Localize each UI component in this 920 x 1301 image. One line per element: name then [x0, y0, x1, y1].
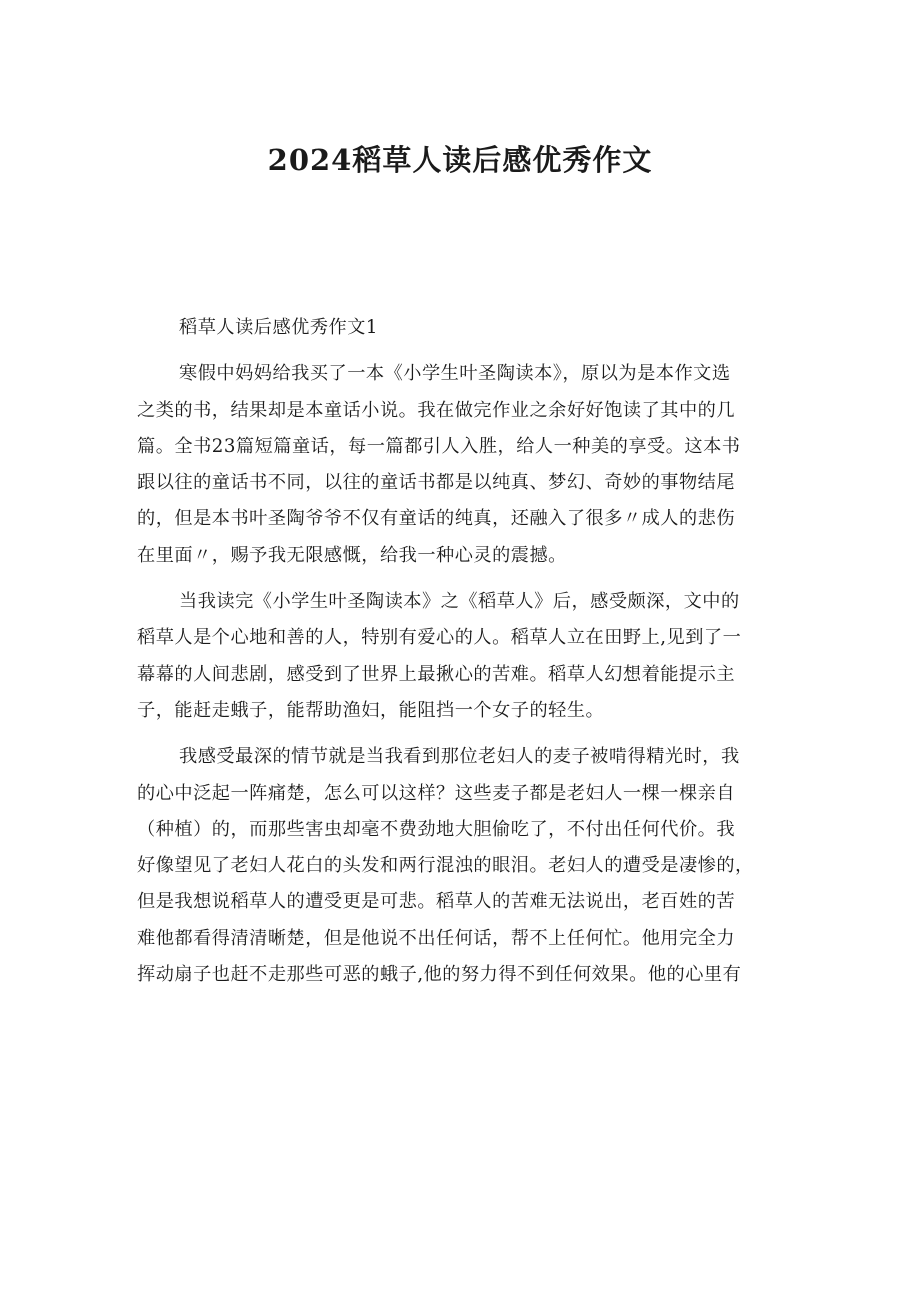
- paragraph-line: 在里面〃，赐予我无限感慨，给我一种心灵的震撼。: [137, 544, 567, 566]
- paragraph-line: 幕幕的人间悲剧，感受到了世界上最揪心的苦难。稻草人幻想着能提示主: [137, 663, 736, 685]
- paragraph-line: 的心中泛起一阵痛楚，怎么可以这样？这些麦子都是老妇人一棵一棵亲自: [137, 782, 736, 804]
- paragraph-1: [137, 356, 787, 574]
- paragraph-3: [137, 739, 787, 993]
- paragraph-line: 当我读完《小学生叶圣陶读本》之《稻草人》后，感受颇深，文中的: [179, 591, 740, 613]
- paragraph-line: 子，能赶走蛾子，能帮助渔妇，能阻挡一个女子的轻生。: [137, 699, 605, 721]
- paragraph-line: 跟以往的童话书不同，以往的童话书都是以纯真、梦幻、奇妙的事物结尾: [137, 472, 736, 494]
- paragraph-line: 寒假中妈妈给我买了一本《小学生叶圣陶读本》，原以为是本作文选: [179, 363, 731, 385]
- paragraph-line: 篇。全书23篇短篇童话，每一篇都引人入胜，给人一种美的享受。这本书: [137, 435, 741, 457]
- paragraph-line: 的，但是本书叶圣陶爷爷不仅有童话的纯真，还融入了很多〃成人的悲伤: [137, 508, 736, 530]
- paragraph-line: 好像望见了老妇人花白的头发和两行混浊的眼泪。老妇人的遭受是凄惨的，: [137, 855, 754, 877]
- paragraph-line: 难他都看得清清晰楚，但是他说不出任何话，帮不上任何忙。他用完全力: [137, 927, 736, 949]
- paragraph-line: 我感受最深的情节就是当我看到那位老妇人的麦子被啃得精光时，我: [179, 746, 740, 768]
- paragraph-line: 但是我想说稻草人的遭受更是可悲。稻草人的苦难无法说出，老百姓的苦: [137, 891, 736, 913]
- document-body: [137, 310, 787, 993]
- paragraph-line: 挥动扇子也赶不走那些可恶的蛾子,他的努力得不到任何效果。他的心里有: [137, 964, 742, 986]
- document-title: 2024稻草人读后感优秀作文: [267, 143, 653, 177]
- paragraph-line: 稻草人是个心地和善的人，特别有爱心的人。稻草人立在田野上,见到了一: [137, 627, 742, 649]
- section-heading: 稻草人读后感优秀作文1: [179, 317, 378, 338]
- paragraph-line: 之类的书，结果却是本童话小说。我在做完作业之余好好饱读了其中的几: [137, 399, 736, 421]
- paragraph-line: （种植）的，而那些害虫却毫不费劲地大胆偷吃了，不付出任何代价。我: [137, 818, 736, 840]
- paragraph-2: [137, 584, 787, 729]
